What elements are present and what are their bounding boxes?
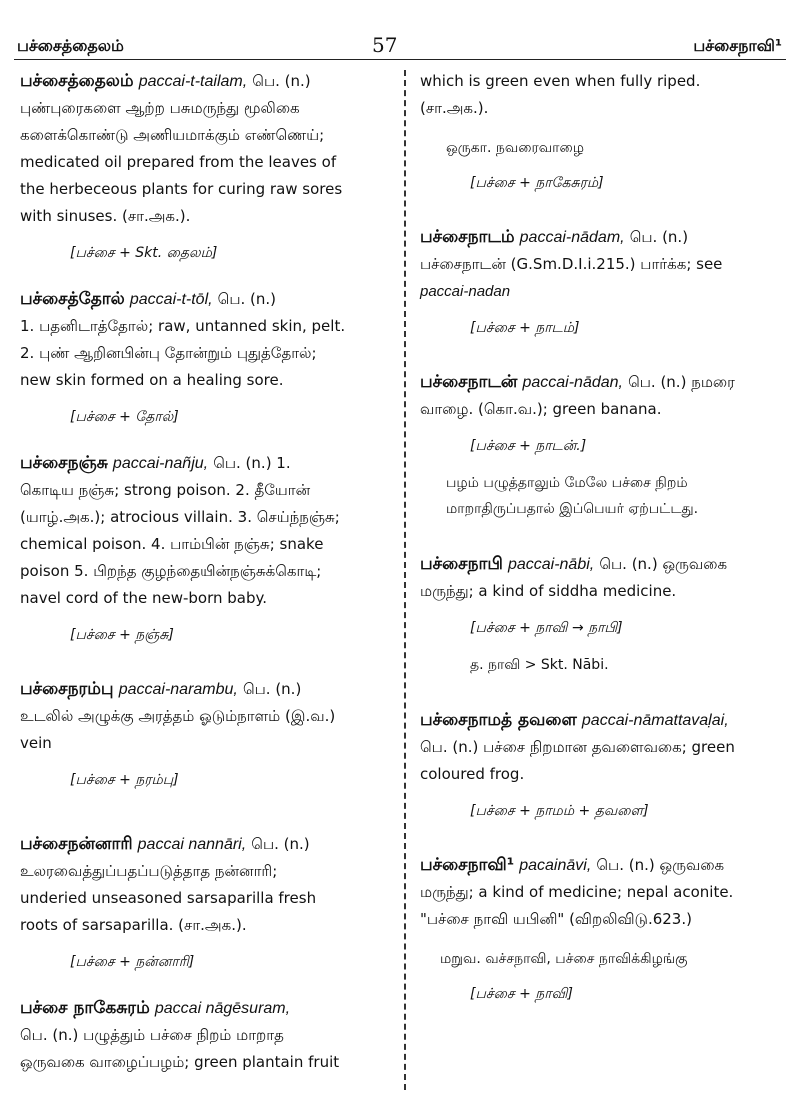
headword: பச்சைநாபி [420,554,503,574]
definition-line: ஒருவகை வாழைப்பழம்; green plantain fruit [20,1053,340,1071]
definition-line: navel cord of the new-born baby. [20,589,268,607]
definition-line: வாழை. (கொ.வ.); green banana. [420,400,662,418]
transliteration: paccai nāgēsuram, [154,1000,291,1017]
definition-line: poison 5. பிறந்த குழந்தையின்நஞ்சுக்கொடி; [20,562,322,580]
definition-line: new skin formed on a healing sore. [20,371,284,389]
dictionary-entry [20,676,396,791]
transliteration: paccai-t-tōl, [129,291,213,308]
part-of-speech: பெ. (n.) [252,72,311,90]
usage-note: மாறாதிருப்பதால் இப்பெயர் ஏற்பட்டது. [446,501,699,517]
etymology: [பச்சை + நாடம்] [470,320,580,336]
definition-line: (யாழ்.அக.); atrocious villain. 3. செய்ந்நஞ்சு; [20,508,340,526]
definition-line: உலரவைத்துப்பதப்படுத்தாத நன்னாரி; [20,862,278,880]
definition-line: which is green even when fully riped. [420,72,701,90]
definition-line: 2. புண் ஆறினபின்பு தோன்றும் புதுத்தோல்; [20,344,317,362]
part-of-speech: பெ. (n.) 1. [213,454,291,472]
definition-line: underied unseasoned sarsaparilla fresh [20,889,317,907]
definition-line: பெ. (n.) பழுத்தும் பச்சை நிறம் மாறாத [20,1026,284,1044]
definition-line: களைக்கொண்டு அணியமாக்கும் எண்ணெய்; [20,126,325,144]
headword: பச்சை நாகேசுரம் [20,998,150,1018]
definition-line: பச்சைநாடன் (G.Sm.D.I.i.215.) பார்க்க; see [420,255,723,273]
dictionary-entry [420,707,788,822]
transliteration: paccai-nādan, [522,374,623,391]
etymology: [பச்சை + Skt. தைலம்] [70,245,218,261]
header-left-guideword: பச்சைத்தைலம் [17,36,124,55]
page-number: 57 [372,33,398,57]
headword: பச்சைநாடம் [420,227,515,247]
definition-line: chemical poison. 4. பாம்பின் நஞ்சு; snake [20,535,324,553]
definition-line: the herbeceous plants for curing raw sores [20,180,343,198]
headword: பச்சைநன்னாரி [20,834,133,854]
headword: பச்சைநாவி¹ [420,855,515,875]
dictionary-entry [420,551,788,677]
etymology: [பச்சை + நரம்பு] [70,772,179,788]
usage-note: த. நாவி > Skt. Nābi. [470,657,609,673]
dictionary-entry [420,852,788,1005]
etymology: [பச்சை + தோல்] [70,409,179,425]
dictionary-entry [420,369,788,521]
definition-line: (சா.அக.). [420,99,489,117]
transliteration: paccai nannāri, [137,836,247,853]
definition-line: with sinuses. (சா.அக.). [20,207,191,225]
definition-line: புண்புரைகளை ஆற்ற பசுமருந்து மூலிகை [20,99,300,117]
page-header [0,0,800,60]
entry-continuation [420,68,788,194]
left-column [20,68,396,1076]
right-column [420,68,788,1005]
definition-line: "பச்சை நாவி யபினி" (விறலிவிடு.623.) [420,910,692,928]
transliteration: paccai-nābi, [507,556,595,573]
etymology: [பச்சை + நன்னாரி] [70,954,195,970]
definition-line: paccai-nadan [420,283,511,300]
dictionary-entry [20,995,396,1076]
dictionary-entry [20,831,396,973]
definition-line: roots of sarsaparilla. (சா.அக.). [20,916,247,934]
definition-line: மருந்து; a kind of medicine; nepal aconite. [420,883,734,901]
etymology: [பச்சை + நஞ்சு] [70,627,174,643]
part-of-speech: பெ. (n.) ஒருவகை [596,856,725,874]
part-of-speech: பெ. (n.) [251,835,310,853]
transliteration: paccai-nañju, [112,455,209,472]
definition-line: coloured frog. [420,765,525,783]
part-of-speech: பெ. (n.) [242,680,302,698]
transliteration: paccai-nādam, [519,229,625,246]
usage-note: பழம் பழுத்தாலும் மேலே பச்சை நிறம் [446,475,688,491]
definition-line: கொடிய நஞ்சு; strong poison. 2. தீயோன் [20,481,311,499]
transliteration: paccai-nāmattavaḷai, [581,712,729,729]
part-of-speech: பெ. (n.) நமரை [628,373,735,391]
transliteration: pacaināvi, [519,857,592,874]
part-of-speech: பெ. (n.) ஒருவகை [599,555,728,573]
definition-line: medicated oil prepared from the leaves of [20,153,337,171]
etymology: [பச்சை + நாகேசுரம்] [470,175,604,191]
headword: பச்சைநாடன் [420,372,518,392]
column-divider [404,70,406,1090]
usage-note: மறுவ. வச்சநாவி, பச்சை நாவிக்கிழங்கு [440,951,688,967]
definition-line: vein [20,734,52,752]
dictionary-entry [420,224,788,339]
transliteration: paccai-t-tailam, [138,73,248,90]
definition-line: உடலில் அழுக்கு அரத்தம் ஓடும்நாளம் (இ.வ.) [20,707,336,725]
headword: பச்சைநரம்பு [20,679,114,699]
headword: பச்சைத்தைலம் [20,71,134,91]
dictionary-entry [20,286,396,428]
definition-line: 1. பதனிடாத்தோல்; raw, untanned skin, pelt. [20,317,346,335]
dictionary-entry [20,450,396,646]
part-of-speech: பெ. (n.) [217,290,277,308]
etymology: [பச்சை + நாமம் + தவளை] [470,803,649,819]
part-of-speech: பெ. (n.) [629,228,689,246]
transliteration: paccai-narambu, [118,681,238,698]
etymology: [பச்சை + நாவி → நாபி] [470,620,623,636]
header-rule [14,59,786,60]
etymology: [பச்சை + நாவி] [470,986,573,1002]
usage-note: ஒருகா. நவரைவாழை [446,140,584,156]
etymology: [பச்சை + நாடன்.] [470,438,587,454]
headword: பச்சைத்தோல் [20,289,125,309]
dictionary-entry [20,68,396,264]
headword: பச்சைநாமத் தவளை [420,710,577,730]
definition-line: பெ. (n.) பச்சை நிறமான தவளைவகை; green [420,738,735,756]
headword: பச்சைநஞ்சு [20,453,108,473]
definition-line: மருந்து; a kind of siddha medicine. [420,582,677,600]
header-right-guideword: பச்சைநாவி¹ [693,36,782,55]
